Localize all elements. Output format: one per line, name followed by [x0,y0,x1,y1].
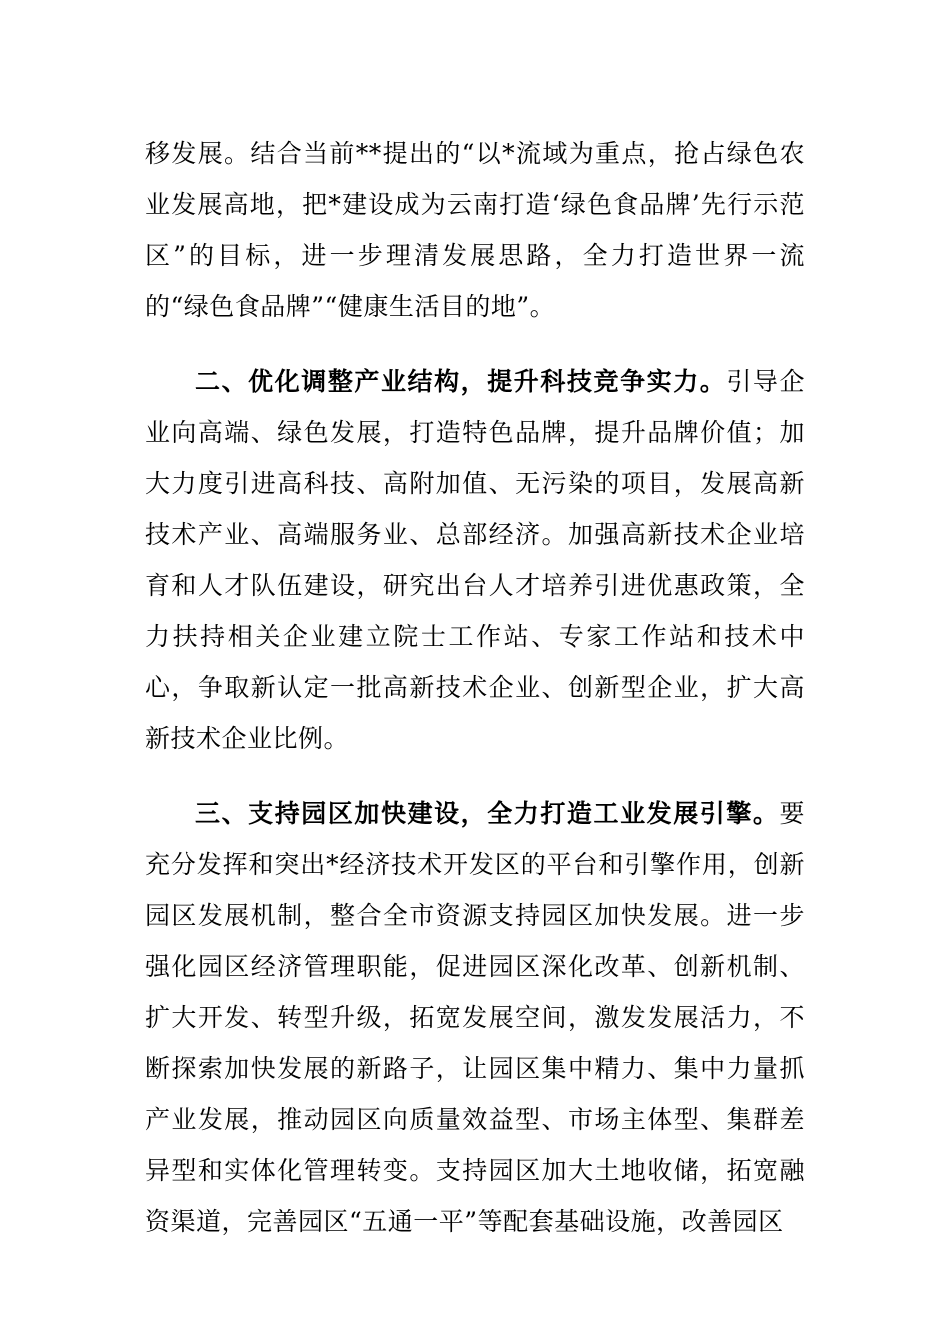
document-body [145,128,805,1247]
paragraph-text: 引导企业向高端、绿色发展，打造特色品牌，提升品牌价值；加大力度引进高科技、高附加值、无污染的项目，发展高新技术产业、高端服务业、总部经济。加强高新技术企业培育和人才队伍建设，研究出台人才培养引进优惠政策，全力扶持相关企业建立院士工作站、专家工作站和技术中心，争取新认定一批高新技术企业、创新型企业，扩大高新技术企业比例。 [145,367,805,753]
section-heading: 三、支持园区加快建设，全力打造工业发展引擎。 [195,799,780,828]
paragraph-section-3 [145,788,805,1247]
paragraph-continuation [145,128,805,332]
paragraph-text: 要充分发挥和突出*经济技术开发区的平台和引擎作用，创新园区发展机制，整合全市资源支持园区加快发展。进一步强化园区经济管理职能，促进园区深化改革、创新机制、扩大开发、转型升级，拓宽发展空间，激发发展活力，不断探索加快发展的新路子，让园区集中精力、集中力量抓产业发展，推动园区向质量效益型、市场主体型、集群差异型和实体化管理转变。支持园区加大土地收储，拓宽融资渠道，完善园区“五通一平”等配套基础设施，改善园区 [145,799,805,1236]
paragraph-section-2 [145,356,805,764]
paragraph-text: 移发展。结合当前**提出的“以*流域为重点，抢占绿色农业发展高地，把*建设成为云南打造‘绿色食品牌’先行示范区”的目标，进一步理清发展思路，全力打造世界一流的“绿色食品牌”“健康生活目的地”。 [145,139,805,321]
section-heading: 二、优化调整产业结构，提升科技竞争实力。 [195,367,727,396]
